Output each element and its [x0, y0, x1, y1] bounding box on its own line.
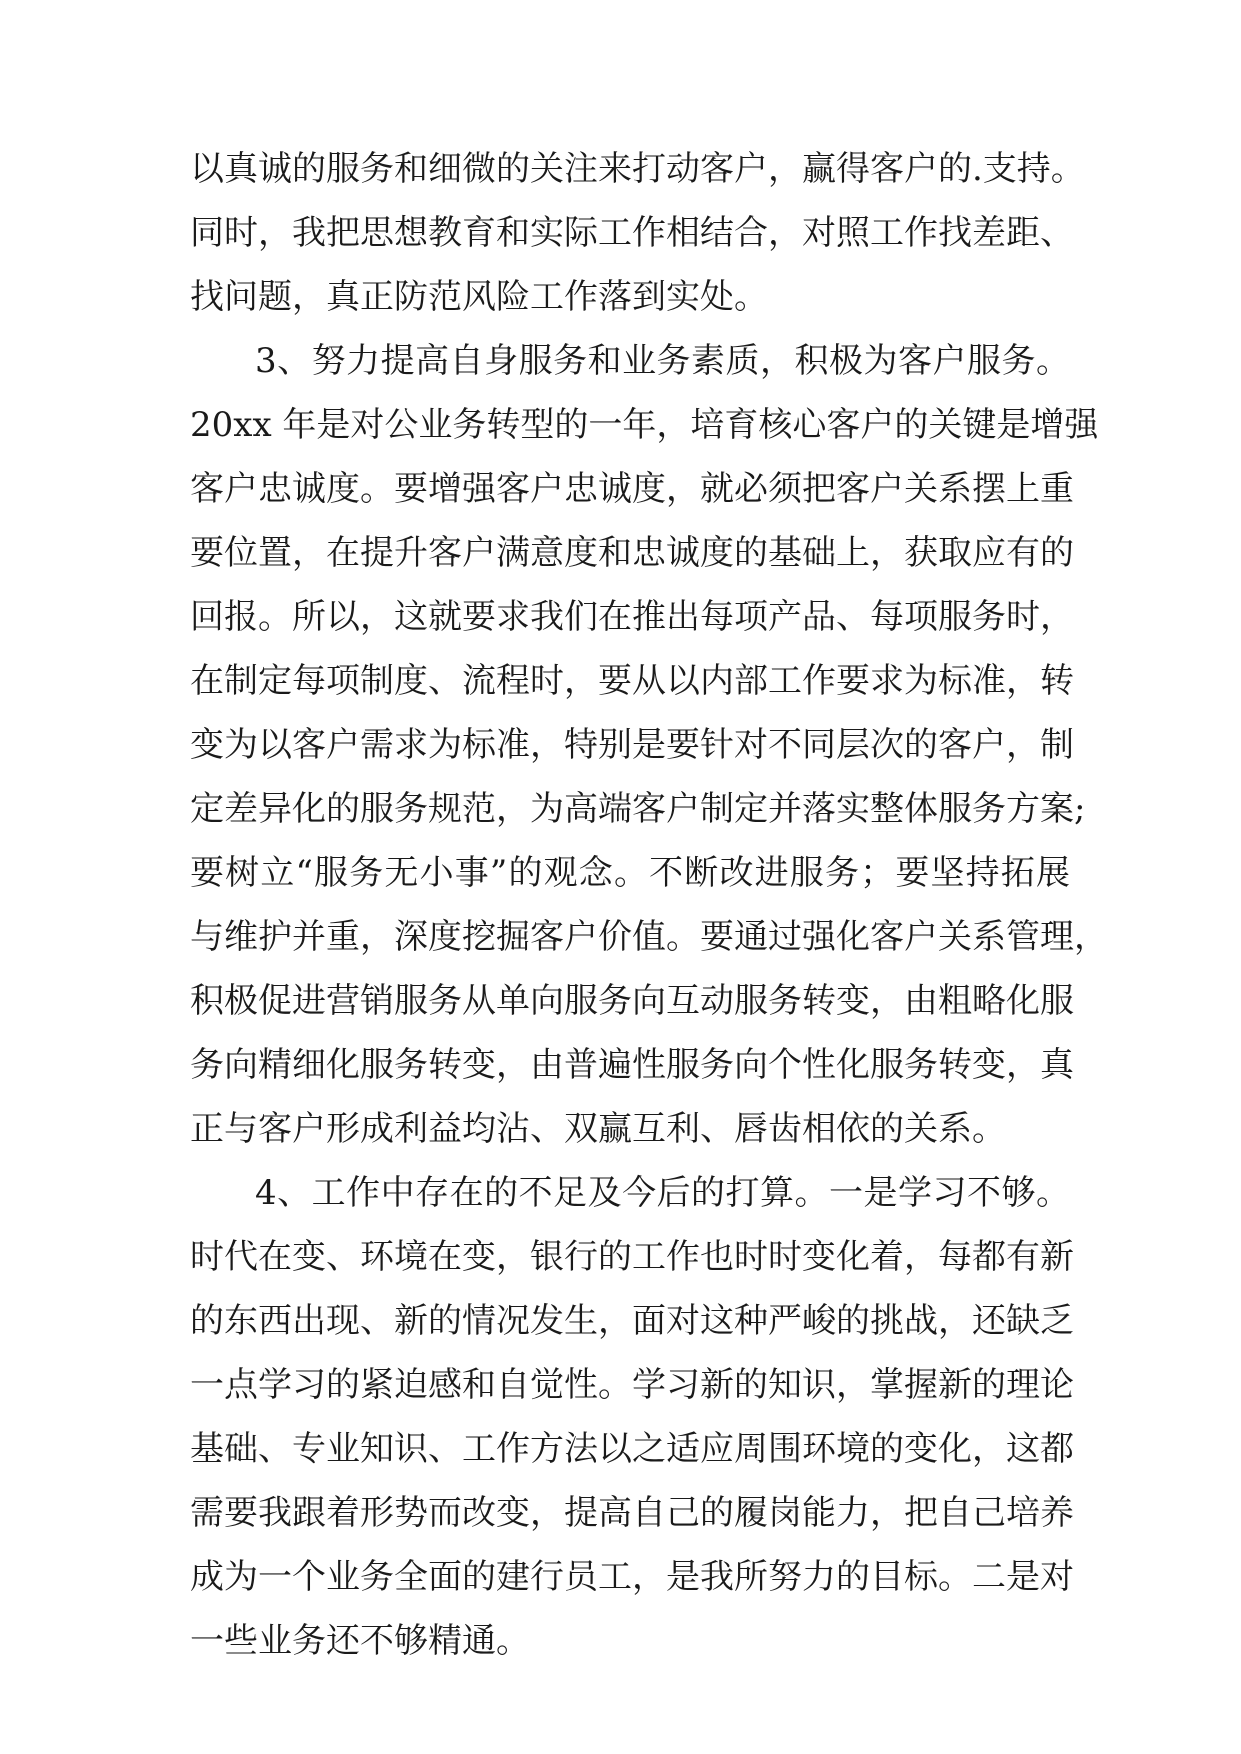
text-line: 回报。所以，这就要求我们在推出每项产品、每项服务时， — [190, 597, 1074, 637]
text-line: 与维护并重，深度挖掘客户价值。要通过强化客户关系管理， — [190, 917, 1108, 957]
text-line: 在制定每项制度、流程时，要从以内部工作要求为标准，转 — [190, 661, 1074, 701]
text-line: 积极促进营销服务从单向服务向互动服务转变，由粗略化服 — [190, 981, 1074, 1021]
text-line: 时代在变、环境在变，银行的工作也时时变化着，每都有新 — [190, 1237, 1074, 1277]
text-line: 变为以客户需求为标准，特别是要针对不同层次的客户，制 — [190, 725, 1074, 765]
paragraph-start-line: 4、工作中存在的不足及今后的打算。一是学习不够。 — [255, 1173, 1070, 1213]
text-line: 同时，我把思想教育和实际工作相结合，对照工作找差距、 — [190, 213, 1074, 253]
text-line: 20xx 年是对公业务转型的一年，培育核心客户的关键是增强 — [190, 405, 1099, 445]
text-line: 要位置，在提升客户满意度和忠诚度的基础上，获取应有的 — [190, 533, 1074, 573]
paragraph-start-line: 3、努力提高自身服务和业务素质，积极为客户服务。 — [255, 341, 1070, 381]
text-line: 以真诚的服务和细微的关注来打动客户，赢得客户的.支持。 — [190, 149, 1085, 189]
text-line: 务向精细化服务转变，由普遍性服务向个性化服务转变，真 — [190, 1045, 1074, 1085]
text-line: 要树立“服务无小事”的观念。不断改进服务；要坚持拓展 — [190, 853, 1070, 893]
text-line: 需要我跟着形势而改变，提高自己的履岗能力，把自己培养 — [190, 1493, 1074, 1533]
text-line: 基础、专业知识、工作方法以之适应周围环境的变化，这都 — [190, 1429, 1074, 1469]
text-line: 定差异化的服务规范，为高端客户制定并落实整体服务方案; — [190, 789, 1086, 829]
text-line: 正与客户形成利益均沾、双赢互利、唇齿相依的关系。 — [190, 1109, 1006, 1149]
text-line: 客户忠诚度。要增强客户忠诚度，就必须把客户关系摆上重 — [190, 469, 1074, 509]
text-line: 一些业务还不够精通。 — [190, 1621, 530, 1661]
text-line: 一点学习的紧迫感和自觉性。学习新的知识，掌握新的理论 — [190, 1365, 1074, 1405]
text-line: 找问题，真正防范风险工作落到实处。 — [190, 277, 768, 317]
text-line: 的东西出现、新的情况发生，面对这种严峻的挑战，还缺乏 — [190, 1301, 1074, 1341]
text-line: 成为一个业务全面的建行员工，是我所努力的目标。二是对 — [190, 1557, 1074, 1597]
